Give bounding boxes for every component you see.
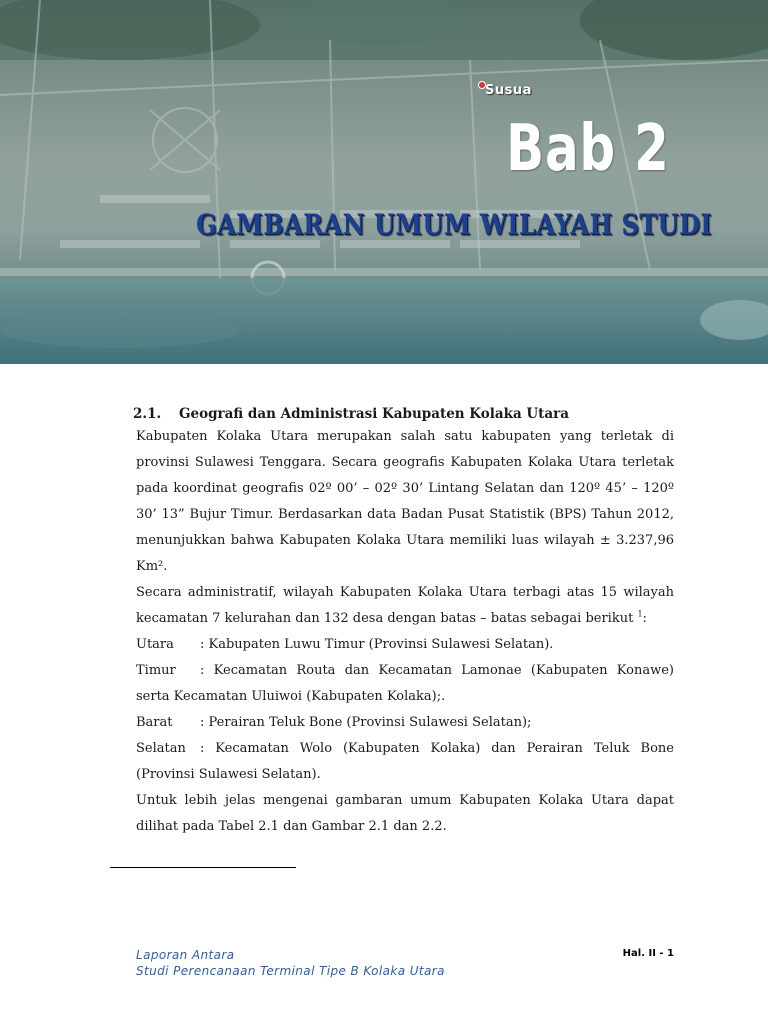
text-line: menunjukkan bahwa Kabupaten Kolaka Utara memiliki luas wilayah ± 3.237,96 [136,533,674,548]
boundary-east-continued: serta Kecamatan Uluiwoi (Kabupaten Kolaka);. [136,689,446,704]
footnote-divider [110,867,296,868]
boundary-key: Selatan [136,741,186,756]
text-line: Km². [136,559,168,574]
boundary-value: : Perairan Teluk Bone (Provinsi Sulawesi Selatan); [200,715,532,730]
chapter-title: GAMBARAN UMUM WILAYAH STUDI [196,208,712,241]
text-line: kecamatan 7 kelurahan dan 132 desa dengan batas – batas sebagai berikut $^1$: [136,609,647,626]
text-line: dilihat pada Tabel 2.1 dan Gambar 2.1 dan 2.2. [136,819,447,834]
text-span: kecamatan 7 kelurahan dan 132 desa dengan batas – batas sebagai berikut [136,611,634,626]
boundary-key: Utara [136,637,174,652]
boundary-list [136,632,674,788]
paragraph-1 [136,424,674,580]
boundary-value: : Kecamatan Wolo (Kabupaten Kolaka) dan Perairan Teluk Bone [200,741,674,756]
body-content [133,404,674,840]
footer-study-title: Studi Perencanaan Terminal Tipe B Kolaka Utara [136,964,445,978]
text-line: 30’ 13” Bujur Timur. Berdasarkan data Badan Pusat Statistik (BPS) Tahun 2012, [136,507,674,522]
page-number: Hal. II - 1 [622,948,674,959]
text-line: Untuk lebih jelas mengenai gambaran umum Kabupaten Kolaka Utara dapat [136,793,674,808]
boundary-east [136,658,674,684]
section-number: 2.1. [133,406,162,422]
boundary-west [136,710,674,736]
page-footer [136,947,445,979]
text-line: Secara administratif, wilayah Kabupaten Kolaka Utara terbagi atas 15 wilayah [136,585,674,600]
boundary-north [136,632,674,658]
place-label: Susua [485,83,532,98]
boundary-value: : Kabupaten Luwu Timur (Provinsi Sulawesi Selatan). [200,637,554,652]
boundary-south-continued: (Provinsi Sulawesi Selatan). [136,767,321,782]
header-banner [0,0,768,364]
section-title: Geografi dan Administrasi Kabupaten Kolaka Utara [179,406,570,422]
section-heading [133,404,674,424]
chapter-number: Bab 2 [506,112,670,186]
text-line: pada koordinat geografis 02º 00’ – 02º 30’ Lintang Selatan dan 120º 45’ – 120º [136,481,674,496]
boundary-key: Timur [136,663,176,678]
text-line: Kabupaten Kolaka Utara merupakan salah satu kabupaten yang terletak di [136,429,674,444]
boundary-south [136,736,674,762]
boundary-value: : Kecamatan Routa dan Kecamatan Lamonae (Kabupaten Konawe) [200,663,674,678]
text-line: provinsi Sulawesi Tenggara. Secara geografis Kabupaten Kolaka Utara terletak [136,455,674,470]
footer-report-type: Laporan Antara [136,948,235,962]
footnote-reference[interactable]: 1 [637,609,643,619]
paragraph-2 [136,580,674,632]
paragraph-3 [136,788,674,840]
boundary-key: Barat [136,715,173,730]
